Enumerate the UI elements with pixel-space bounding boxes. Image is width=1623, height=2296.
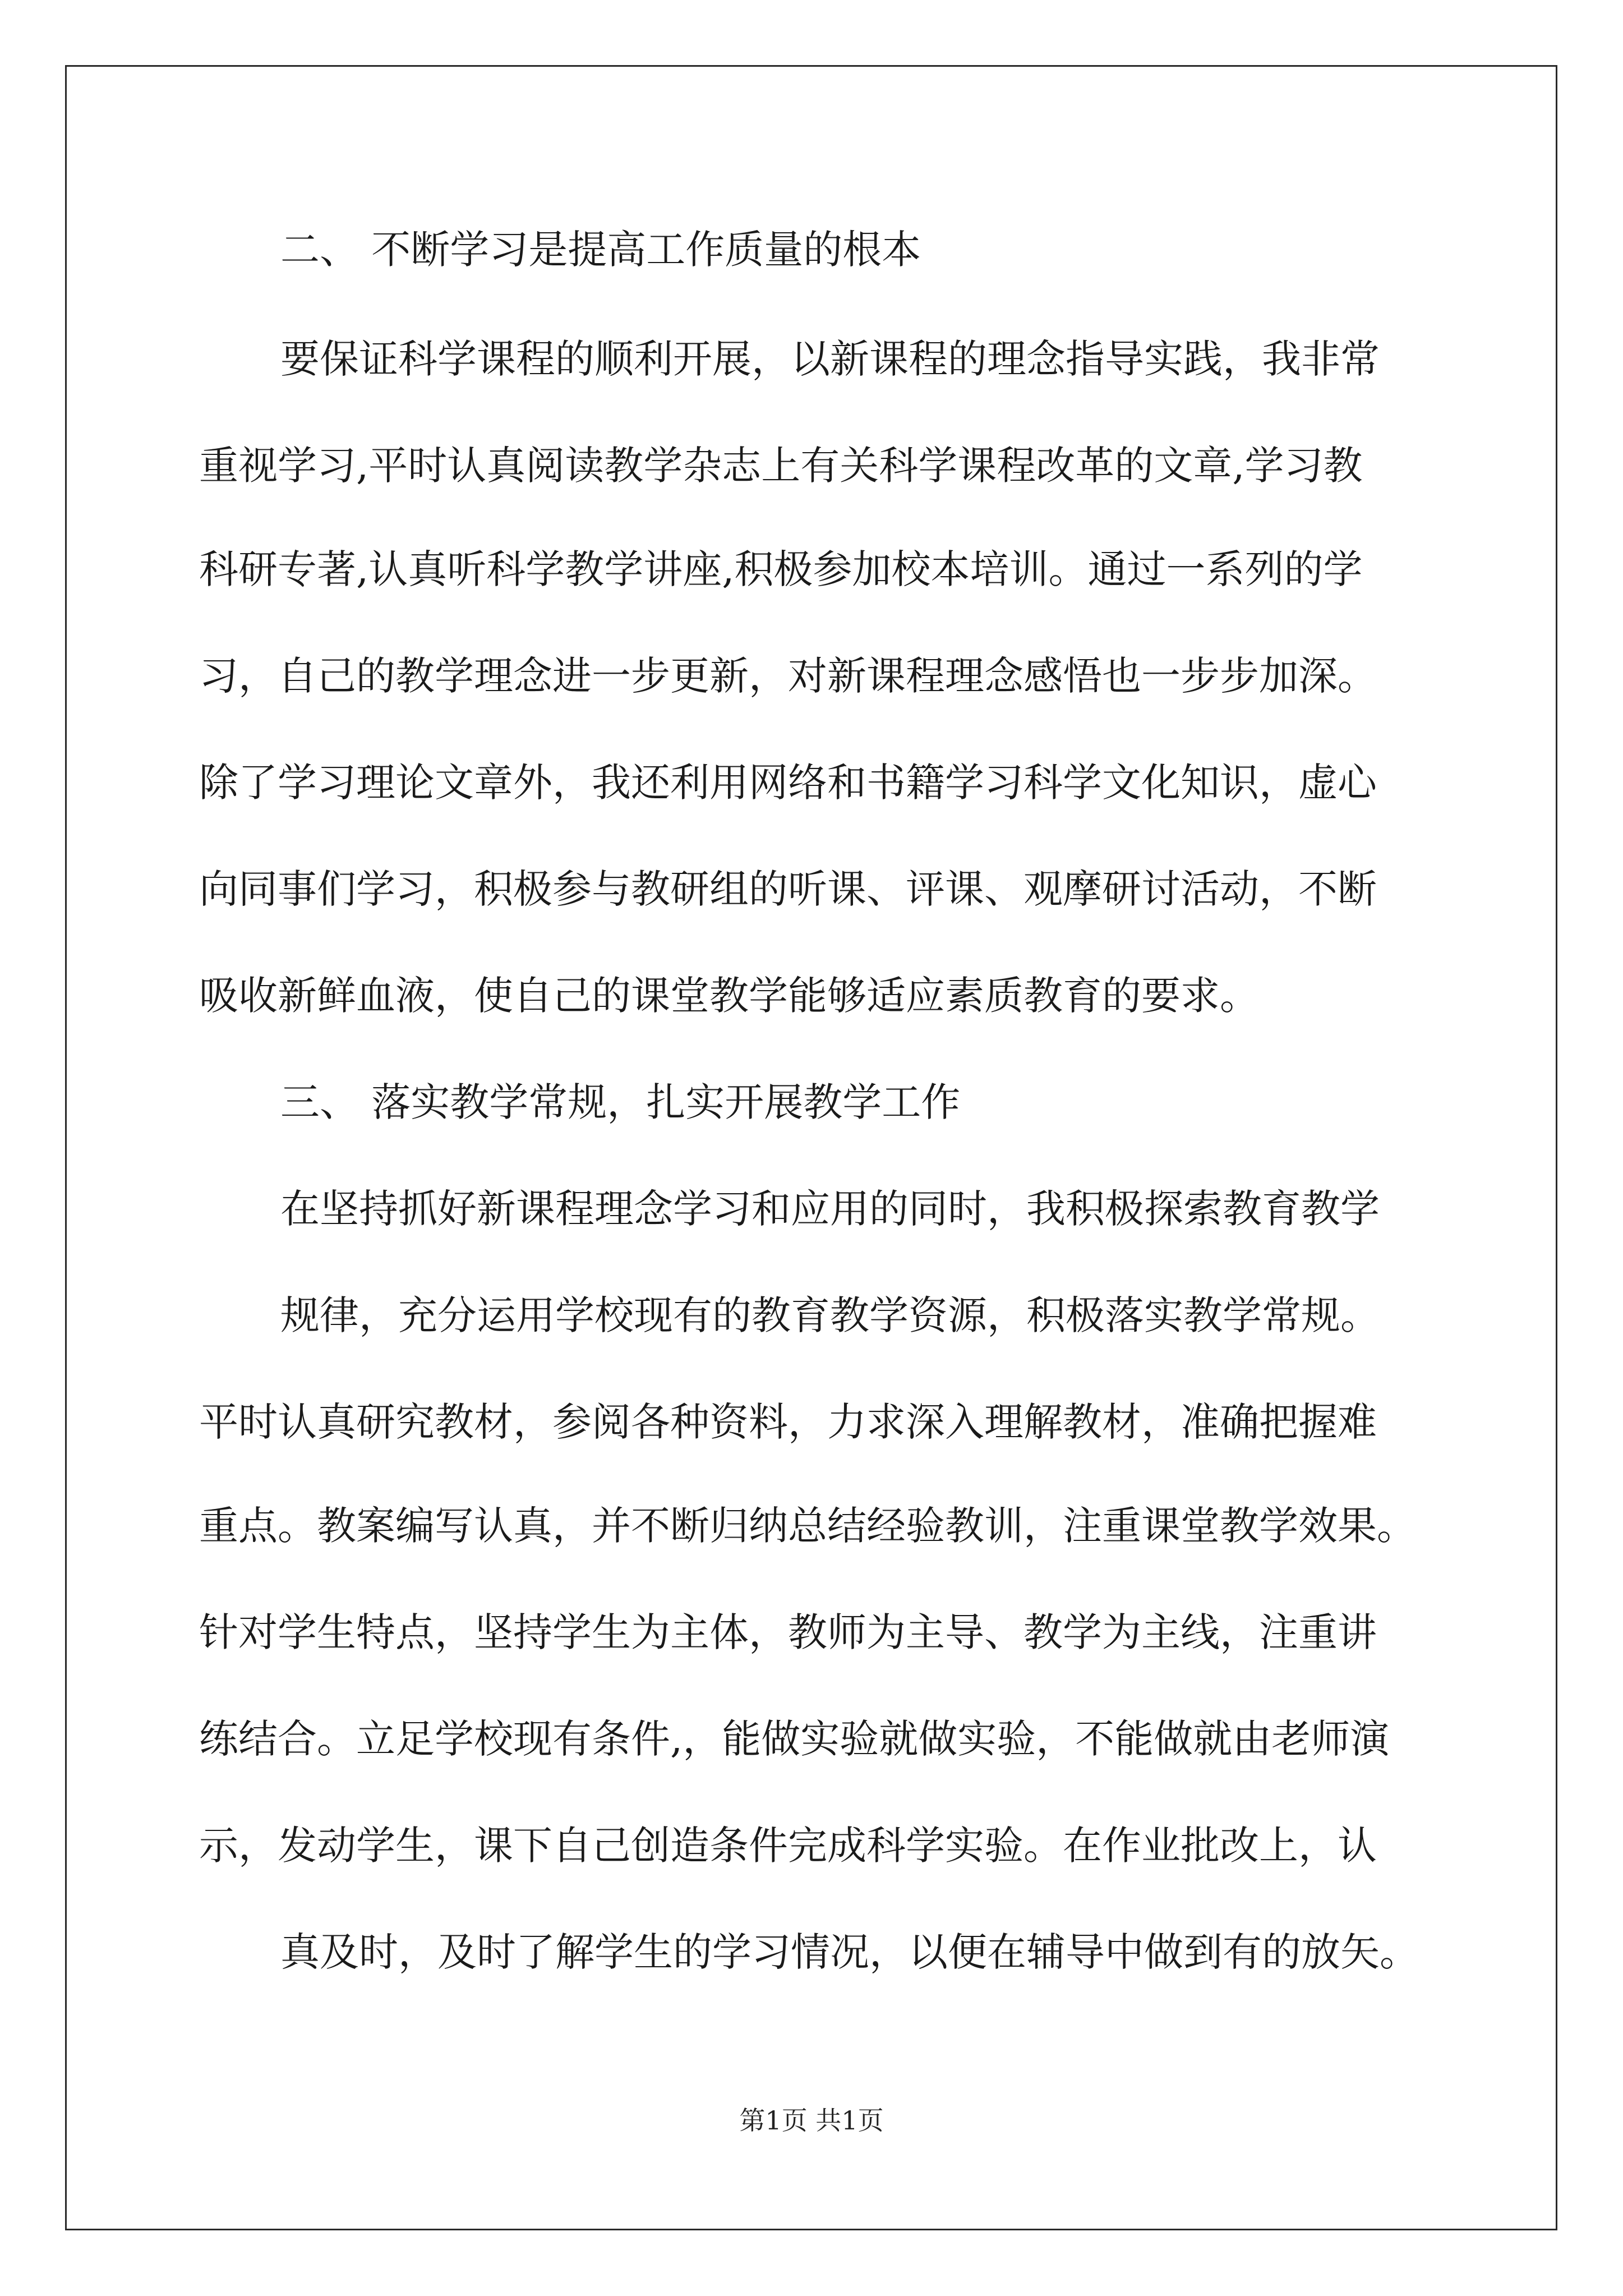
- paragraph-line: 重视学习,平时认真阅读教学杂志上有关科学课程改革的文章,学习教: [199, 443, 1363, 489]
- paragraph-line: 规律，充分运用学校现有的教育教学资源，积极落实教学常规。: [280, 1292, 1380, 1338]
- paragraph-line: 向同事们学习，积极参与教研组的听课、评课、观摩研讨活动，不断: [199, 866, 1377, 912]
- section-heading-2: 二、 不断学习是提高工作质量的根本: [280, 227, 921, 273]
- paragraph-line: 吸收新鲜血液，使自己的课堂教学能够适应素质教育的要求。: [199, 973, 1259, 1019]
- paragraph-line: 习，自己的教学理念进一步更新，对新课程理念感悟也一步步加深。: [199, 653, 1377, 699]
- page-border: [65, 65, 1557, 2230]
- paragraph-line: 平时认真研究教材，参阅各种资料，力求深入理解教材，准确把握难: [199, 1399, 1377, 1445]
- paragraph-line: 除了学习理论文章外，我还利用网络和书籍学习科学文化知识，虚心: [199, 760, 1377, 806]
- paragraph-line: 重点。教案编写认真，并不断归纳总结经验教训，注重课堂教学效果。: [199, 1503, 1416, 1549]
- paragraph-line: 示，发动学生，课下自己创造条件完成科学实验。在作业批改上，认: [199, 1823, 1377, 1869]
- page-footer: 第1页 共1页: [739, 2105, 884, 2136]
- paragraph-line: 科研专著,认真听科学教学讲座,积极参加校本培训。通过一系列的学: [199, 546, 1363, 592]
- paragraph-line: 练结合。立足学校现有条件,，能做实验就做实验，不能做就由老师演: [199, 1716, 1390, 1762]
- paragraph-line: 真及时，及时了解学生的学习情况，以便在辅导中做到有的放矢。: [280, 1929, 1419, 1975]
- section-heading-3: 三、 落实教学常规，扎实开展教学工作: [280, 1079, 961, 1125]
- paragraph-line: 针对学生特点，坚持学生为主体，教师为主导、教学为主线，注重讲: [199, 1609, 1377, 1655]
- paragraph-line: 在坚持抓好新课程理念学习和应用的同时，我积极探索教育教学: [280, 1186, 1380, 1232]
- paragraph-line: 要保证科学课程的顺利开展，以新课程的理念指导实践，我非常: [280, 336, 1380, 382]
